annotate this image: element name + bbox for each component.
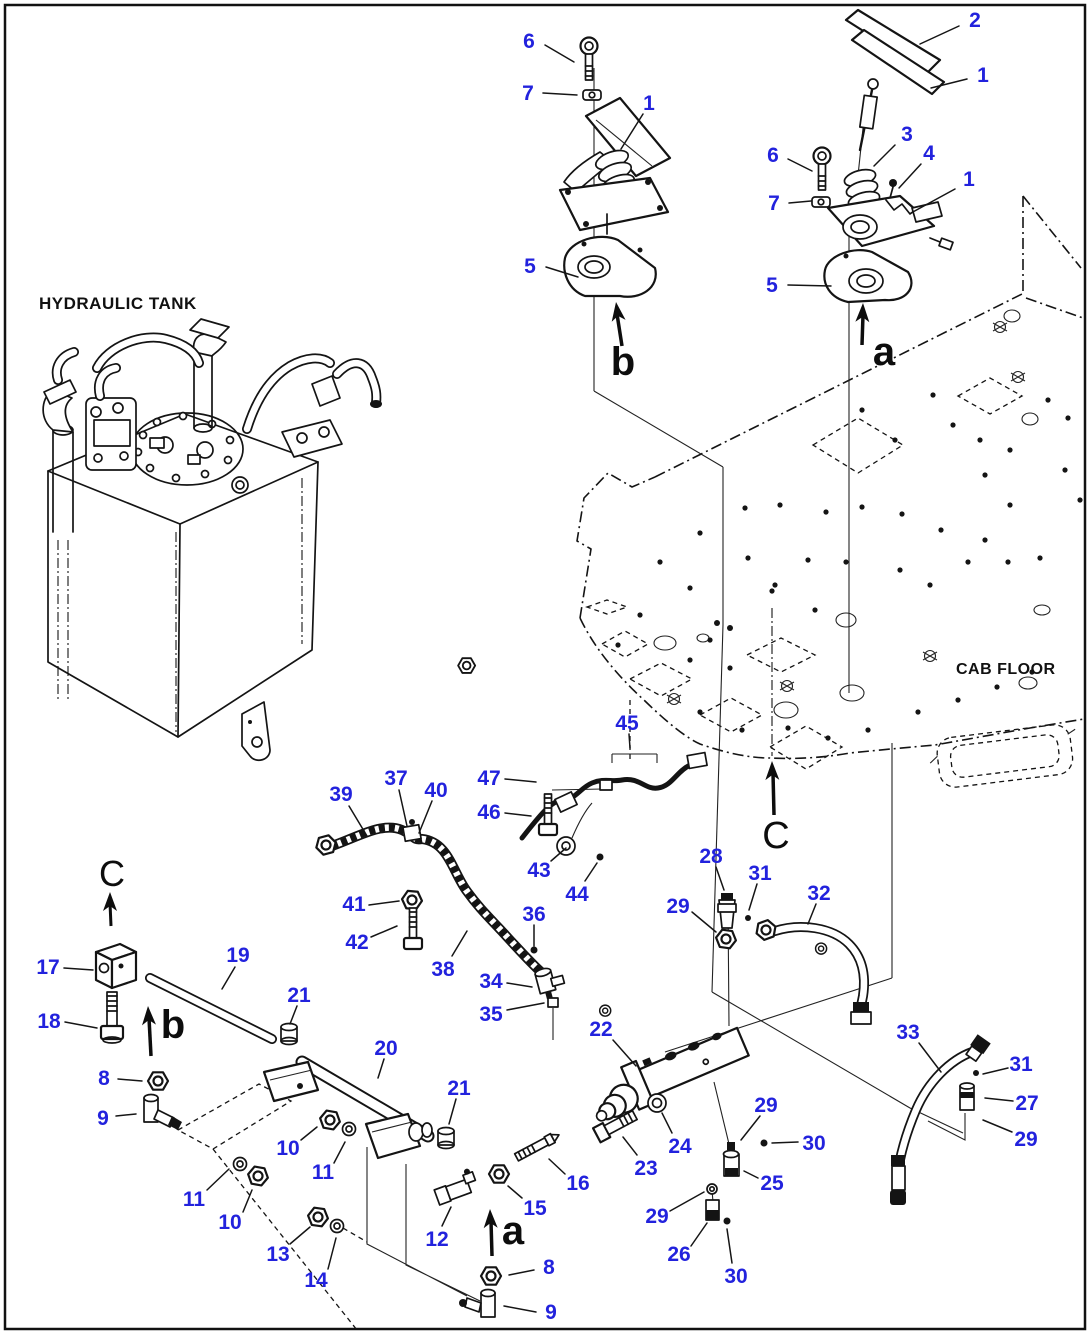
- leader-line-7-10: [789, 201, 811, 203]
- leader-line-8-60: [509, 1270, 534, 1275]
- callout-38-22: 38: [431, 958, 455, 981]
- leader-line-11-55: [334, 1142, 345, 1163]
- leader-line-4-8: [899, 164, 921, 188]
- view-letter-C-2: C: [99, 853, 125, 894]
- leader-line-8-52: [118, 1079, 142, 1081]
- callout-19-48: 19: [226, 944, 250, 967]
- hydraulic-tank-drawing: [43, 319, 382, 760]
- callout-25-37: 25: [760, 1172, 784, 1195]
- callout-10-57: 10: [218, 1211, 242, 1234]
- callout-45-12: 45: [615, 712, 639, 735]
- callout-13-58: 13: [266, 1243, 290, 1266]
- hose-32: [754, 918, 871, 1024]
- callout-34-24: 34: [479, 970, 503, 993]
- leader-line-25-37: [744, 1171, 758, 1178]
- leader-line-42-19: [371, 926, 397, 937]
- leader-line-30-36: [772, 1142, 798, 1143]
- leader-line-28-26: [716, 867, 724, 890]
- leader-line-47-13: [505, 779, 536, 782]
- callout-3-7: 3: [901, 123, 913, 146]
- leader-line-7-1: [543, 93, 577, 95]
- callout-16-40: 16: [566, 1172, 590, 1195]
- leader-line-46-14: [505, 813, 531, 816]
- leader-line-40-17: [419, 801, 432, 833]
- callout-4-8: 4: [923, 142, 935, 165]
- callout-31-32: 31: [1009, 1053, 1033, 1076]
- leader-line-37-16: [399, 790, 407, 826]
- cab-floor-label: CAB FLOOR: [956, 661, 1056, 678]
- callout-24-38: 24: [668, 1135, 692, 1158]
- hydraulic-tank-label: HYDRAULIC TANK: [39, 294, 197, 313]
- leader-line-41-18: [369, 901, 399, 905]
- callout-29-29: 29: [666, 895, 690, 918]
- callout-2-4: 2: [969, 9, 981, 32]
- view-letter-a-1: a: [872, 330, 896, 374]
- callout-33-31: 33: [896, 1021, 920, 1044]
- callout-35-25: 35: [479, 1003, 503, 1026]
- callout-8-52: 8: [98, 1067, 110, 1090]
- callout-44-21: 44: [565, 883, 589, 906]
- callout-17-46: 17: [36, 956, 60, 979]
- leader-line-3-7: [874, 145, 895, 166]
- leader-line-14-59: [328, 1238, 336, 1269]
- leader-line-29-43: [670, 1192, 704, 1211]
- callout-20-50: 20: [374, 1037, 398, 1060]
- callout-9-53: 9: [97, 1107, 109, 1130]
- callout-39-15: 39: [329, 783, 353, 806]
- leader-line-9-61: [504, 1306, 536, 1312]
- page-border: [5, 5, 1085, 1329]
- callout-5-3: 5: [524, 255, 536, 278]
- callout-7-1: 7: [522, 82, 534, 105]
- leader-line-26-44: [691, 1223, 707, 1246]
- callout-30-36: 30: [802, 1132, 826, 1155]
- leader-line-27-33: [985, 1098, 1013, 1101]
- callout-43-20: 43: [527, 859, 551, 882]
- callout-7-10: 7: [768, 192, 780, 215]
- callout-23-39: 23: [634, 1157, 658, 1180]
- callout-30-45: 30: [724, 1265, 748, 1288]
- callout-10-54: 10: [276, 1137, 300, 1160]
- callout-29-35: 29: [754, 1094, 778, 1117]
- hose-33: [890, 1034, 991, 1205]
- pedal-assembly-left: [560, 38, 670, 297]
- callout-9-61: 9: [545, 1301, 557, 1324]
- callout-42-19: 42: [345, 931, 369, 954]
- callout-26-44: 26: [667, 1243, 691, 1266]
- callout-21-49: 21: [287, 984, 311, 1007]
- callout-18-47: 18: [37, 1010, 61, 1033]
- callout-47-13: 47: [477, 767, 501, 790]
- leader-line-32-28: [808, 904, 816, 924]
- callout-46-14: 46: [477, 801, 501, 824]
- callout-6-0: 6: [523, 30, 535, 53]
- leader-line-20-50: [378, 1059, 384, 1078]
- leader-line-9-53: [116, 1114, 136, 1116]
- leader-line-19-48: [222, 967, 235, 989]
- callout-1-2: 1: [643, 92, 655, 115]
- view-letter-C-5: C: [762, 815, 790, 857]
- callout-1-5: 1: [977, 64, 989, 87]
- leader-line-45-12: [629, 734, 630, 748]
- view-letter-a-4: a: [501, 1209, 525, 1253]
- callout-31-27: 31: [748, 862, 772, 885]
- leader-line-6-6: [788, 159, 812, 171]
- callout-22-30: 22: [589, 1018, 613, 1041]
- leader-line-12-42: [442, 1207, 451, 1226]
- callout-15-41: 15: [523, 1197, 547, 1220]
- leader-line-10-54: [301, 1127, 317, 1140]
- callout-8-60: 8: [543, 1256, 555, 1279]
- callout-11-55: 11: [311, 1161, 335, 1184]
- leader-line-29-29: [692, 912, 716, 932]
- callout-40-17: 40: [424, 779, 448, 802]
- leader-line-16-40: [549, 1159, 565, 1174]
- leader-line-31-27: [749, 884, 757, 910]
- callout-11-56: 11: [182, 1188, 206, 1211]
- leader-line-29-34: [983, 1120, 1012, 1132]
- leader-line-35-25: [507, 1003, 544, 1010]
- leader-line-17-46: [64, 968, 93, 970]
- callout-14-59: 14: [304, 1269, 328, 1292]
- leader-line-21-49: [290, 1006, 297, 1024]
- leader-line-5-11: [788, 285, 831, 286]
- leader-line-15-41: [508, 1186, 522, 1198]
- leader-line-38-22: [452, 931, 467, 956]
- leader-line-33-31: [919, 1043, 941, 1072]
- leader-line-22-30: [613, 1040, 636, 1066]
- callout-12-42: 12: [425, 1228, 449, 1251]
- callout-37-16: 37: [384, 767, 408, 790]
- leader-line-11-56: [207, 1169, 229, 1190]
- leader-line-24-38: [662, 1113, 672, 1133]
- leader-line-18-47: [65, 1022, 97, 1028]
- leader-line-44-21: [585, 863, 597, 881]
- leader-line-23-39: [623, 1137, 637, 1155]
- view-letter-b-3: b: [160, 1003, 186, 1047]
- callout-21-51: 21: [447, 1077, 471, 1100]
- leader-line-2-4: [920, 26, 959, 44]
- leader-line-29-35: [741, 1116, 760, 1140]
- view-letter-b-0: b: [610, 340, 636, 384]
- callout-29-43: 29: [645, 1205, 669, 1228]
- callout-36-23: 36: [522, 903, 546, 926]
- callout-28-26: 28: [699, 845, 723, 868]
- leader-line-21-51: [449, 1099, 456, 1124]
- leader-line-34-24: [507, 983, 532, 987]
- leader-line-31-32: [983, 1068, 1008, 1074]
- callout-27-33: 27: [1015, 1092, 1039, 1115]
- part-44-dot: [597, 854, 604, 861]
- callout-5-11: 5: [766, 274, 778, 297]
- callout-6-6: 6: [767, 144, 779, 167]
- callout-1-9: 1: [963, 168, 975, 191]
- callout-41-18: 41: [342, 893, 366, 916]
- leader-line-6-0: [545, 45, 574, 62]
- callout-32-28: 32: [807, 882, 831, 905]
- callout-29-34: 29: [1014, 1128, 1038, 1151]
- leader-line-13-58: [290, 1227, 310, 1244]
- leader-line-30-45: [727, 1229, 732, 1263]
